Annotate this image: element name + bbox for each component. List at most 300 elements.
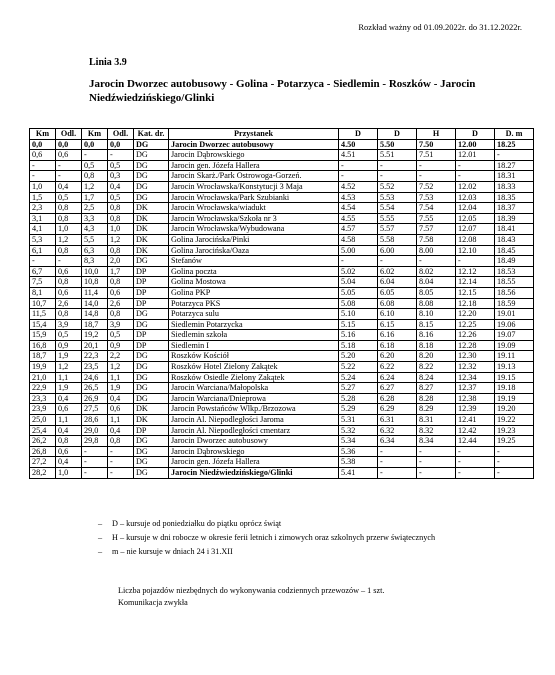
distance-cell: DK	[134, 415, 169, 426]
distance-cell: 29,0	[82, 425, 108, 436]
table-row	[30, 287, 534, 298]
distance-cell: -	[82, 468, 108, 479]
distance-cell: 1,7	[108, 266, 134, 277]
departure-time-cell: 19.15	[495, 372, 534, 383]
distance-cell: 23,3	[30, 393, 56, 404]
distance-cell: DG	[134, 457, 169, 468]
departure-time-cell: 12.37	[456, 383, 495, 394]
legend-item	[98, 517, 435, 531]
departure-time-cell: 8.00	[417, 245, 456, 256]
departure-time-cell: 5.27	[339, 383, 378, 394]
distance-cell: 0,4	[56, 181, 82, 192]
distance-cell: 1,0	[108, 224, 134, 235]
legend-item	[98, 545, 435, 559]
departure-time-cell: 19.18	[495, 383, 534, 394]
departure-time-cell: 8.05	[417, 287, 456, 298]
departure-time-cell: 12.42	[456, 425, 495, 436]
departure-time-cell: 18.27	[495, 160, 534, 171]
distance-cell: 0,6	[56, 287, 82, 298]
departure-time-cell: 18.31	[495, 171, 534, 182]
distance-cell: 18,7	[82, 319, 108, 330]
departure-time-cell: 18.25	[495, 139, 534, 150]
distance-cell: 1,1	[108, 372, 134, 383]
departure-time-cell: 12.44	[456, 436, 495, 447]
table-row	[30, 160, 534, 171]
distance-cell: 1,1	[56, 415, 82, 426]
departure-time-cell: -	[417, 256, 456, 267]
table-row	[30, 192, 534, 203]
distance-cell: DG	[134, 446, 169, 457]
distance-cell: 0,9	[108, 340, 134, 351]
table-row	[30, 330, 534, 341]
distance-cell: DP	[134, 330, 169, 341]
table-row	[30, 298, 534, 309]
distance-cell: -	[108, 468, 134, 479]
departure-time-cell: 19.23	[495, 425, 534, 436]
distance-cell: 0,6	[108, 404, 134, 415]
departure-time-cell: 6.28	[378, 393, 417, 404]
departure-time-cell: 12.14	[456, 277, 495, 288]
stop-name-cell: Jarocin gen. Józefa Hallera	[169, 160, 339, 171]
departure-time-cell: -	[417, 171, 456, 182]
departure-time-cell: 5.34	[339, 436, 378, 447]
distance-cell: 29,8	[82, 436, 108, 447]
departure-time-cell: -	[456, 256, 495, 267]
distance-cell: 3,9	[56, 319, 82, 330]
table-row	[30, 266, 534, 277]
stop-name-cell: Potarzyca sulu	[169, 309, 339, 320]
departure-time-cell: 5.50	[378, 139, 417, 150]
legend-bullet: –	[98, 519, 103, 528]
column-header: Kat. dr.	[134, 129, 169, 140]
departure-time-cell: 6.08	[378, 298, 417, 309]
departure-time-cell: 7.50	[417, 139, 456, 150]
departure-time-cell: 4.50	[339, 139, 378, 150]
departure-time-cell: 8.31	[417, 415, 456, 426]
stop-name-cell: Siedlemin Potarzycka	[169, 319, 339, 330]
departure-time-cell: 19.07	[495, 330, 534, 341]
departure-time-cell: 4.57	[339, 224, 378, 235]
distance-cell: 1,0	[30, 181, 56, 192]
distance-cell: 10,8	[82, 277, 108, 288]
departure-time-cell: 6.20	[378, 351, 417, 362]
departure-time-cell: 8.02	[417, 266, 456, 277]
departure-time-cell: 6.22	[378, 362, 417, 373]
distance-cell: 11,4	[82, 287, 108, 298]
departure-time-cell: -	[339, 171, 378, 182]
departure-time-cell: 6.02	[378, 266, 417, 277]
distance-cell: 0,6	[56, 446, 82, 457]
distance-cell: DG	[134, 192, 169, 203]
timetable	[29, 128, 534, 479]
distance-cell: 8,3	[82, 256, 108, 267]
distance-cell: DG	[134, 139, 169, 150]
departure-time-cell: 6.24	[378, 372, 417, 383]
legend-text: D – kursuje od poniedziałku do piątku oprócz świąt	[112, 519, 282, 528]
distance-cell: 27,2	[30, 457, 56, 468]
table-row	[30, 256, 534, 267]
legend-bullet: –	[98, 533, 103, 542]
distance-cell: 18,7	[30, 351, 56, 362]
distance-cell: 6,1	[30, 245, 56, 256]
validity-period: Rozkład ważny od 01.09.2022r. do 31.12.2022r.	[358, 22, 522, 32]
departure-time-cell: 8.32	[417, 425, 456, 436]
distance-cell: 28,6	[82, 415, 108, 426]
departure-time-cell: 8.28	[417, 393, 456, 404]
stop-name-cell: Jarocin Dąbrowskiego	[169, 446, 339, 457]
column-header: Km	[82, 129, 108, 140]
departure-time-cell: 12.07	[456, 224, 495, 235]
departure-time-cell: 8.29	[417, 404, 456, 415]
distance-cell: 2,3	[30, 203, 56, 214]
table-row	[30, 150, 534, 161]
distance-cell: 28,2	[30, 468, 56, 479]
departure-time-cell: 18.43	[495, 234, 534, 245]
departure-time-cell: 8.20	[417, 351, 456, 362]
departure-time-cell: 12.00	[456, 139, 495, 150]
distance-cell: 0,8	[56, 213, 82, 224]
departure-time-cell: 4.54	[339, 203, 378, 214]
distance-cell: 1,1	[108, 415, 134, 426]
distance-cell: 25,0	[30, 415, 56, 426]
departure-time-cell: 18.37	[495, 203, 534, 214]
departure-time-cell: 8.10	[417, 309, 456, 320]
table-row	[30, 213, 534, 224]
departure-time-cell: 8.24	[417, 372, 456, 383]
departure-time-cell: 8.18	[417, 340, 456, 351]
distance-cell: 27,5	[82, 404, 108, 415]
departure-time-cell: 5.16	[339, 330, 378, 341]
distance-cell: 5,5	[82, 234, 108, 245]
departure-time-cell: 6.27	[378, 383, 417, 394]
distance-cell: DP	[134, 287, 169, 298]
distance-cell: -	[56, 171, 82, 182]
departure-time-cell: -	[378, 457, 417, 468]
column-header: Przystanek	[169, 129, 339, 140]
distance-cell: 0,6	[56, 150, 82, 161]
table-row	[30, 245, 534, 256]
distance-cell: 23,9	[30, 404, 56, 415]
departure-time-cell: 18.45	[495, 245, 534, 256]
distance-cell: 16,8	[30, 340, 56, 351]
departure-time-cell: 7.58	[417, 234, 456, 245]
departure-time-cell: 7.55	[417, 213, 456, 224]
distance-cell: 7,5	[30, 277, 56, 288]
departure-time-cell: 5.20	[339, 351, 378, 362]
departure-time-cell: -	[456, 446, 495, 457]
departure-time-cell: 12.32	[456, 362, 495, 373]
distance-cell: 6,3	[82, 245, 108, 256]
notes	[118, 585, 384, 609]
stop-name-cell: Jarocin Dworzec autobusowy	[169, 436, 339, 447]
distance-cell: DG	[134, 351, 169, 362]
departure-time-cell: 19.01	[495, 309, 534, 320]
distance-cell: 26,2	[30, 436, 56, 447]
departure-time-cell: 5.36	[339, 446, 378, 457]
stop-name-cell: Golina Mostowa	[169, 277, 339, 288]
departure-time-cell: 12.10	[456, 245, 495, 256]
distance-cell: 10,7	[30, 298, 56, 309]
departure-time-cell: 12.01	[456, 150, 495, 161]
distance-cell: 0,5	[108, 192, 134, 203]
distance-cell: 0,0	[56, 139, 82, 150]
column-header: H	[417, 129, 456, 140]
stop-name-cell: Roszków Hotel Zielony Zakątek	[169, 362, 339, 373]
stop-name-cell: Jarocin Dworzec autobusowy	[169, 139, 339, 150]
departure-time-cell: 6.10	[378, 309, 417, 320]
distance-cell: 2,5	[82, 203, 108, 214]
legend-item	[98, 531, 435, 545]
table-row	[30, 468, 534, 479]
departure-time-cell: 5.57	[378, 224, 417, 235]
departure-time-cell: 5.52	[378, 181, 417, 192]
distance-cell: 15,9	[30, 330, 56, 341]
distance-cell: DP	[134, 277, 169, 288]
departure-time-cell: 12.03	[456, 192, 495, 203]
table-row	[30, 457, 534, 468]
distance-cell: DG	[134, 256, 169, 267]
table-row	[30, 404, 534, 415]
distance-cell: 0,5	[108, 330, 134, 341]
table-row	[30, 277, 534, 288]
stop-name-cell: Potarzyca PKS	[169, 298, 339, 309]
table-row	[30, 309, 534, 320]
distance-cell: 19,9	[30, 362, 56, 373]
stop-name-cell: Roszków Kościół	[169, 351, 339, 362]
distance-cell: 1,9	[56, 383, 82, 394]
departure-time-cell: 19.06	[495, 319, 534, 330]
distance-cell: 26,5	[82, 383, 108, 394]
departure-time-cell: 6.00	[378, 245, 417, 256]
departure-time-cell: 12.41	[456, 415, 495, 426]
departure-time-cell: 18.39	[495, 213, 534, 224]
departure-time-cell: 19.25	[495, 436, 534, 447]
stop-name-cell: Stefanów	[169, 256, 339, 267]
column-header: Km	[30, 129, 56, 140]
column-header: Odl.	[56, 129, 82, 140]
departure-time-cell: 5.00	[339, 245, 378, 256]
departure-time-cell: 12.38	[456, 393, 495, 404]
departure-time-cell: 8.34	[417, 436, 456, 447]
departure-time-cell: -	[378, 468, 417, 479]
departure-time-cell: 4.55	[339, 213, 378, 224]
departure-time-cell: 5.29	[339, 404, 378, 415]
distance-cell: 21,0	[30, 372, 56, 383]
departure-time-cell: 7.57	[417, 224, 456, 235]
departure-time-cell: -	[378, 171, 417, 182]
table-row	[30, 340, 534, 351]
distance-cell: 0,5	[56, 330, 82, 341]
distance-cell: 8,1	[30, 287, 56, 298]
distance-cell: DG	[134, 383, 169, 394]
distance-cell: DG	[134, 160, 169, 171]
departure-time-cell: -	[417, 468, 456, 479]
distance-cell: 1,2	[108, 234, 134, 245]
departure-time-cell: -	[378, 446, 417, 457]
departure-time-cell: 5.58	[378, 234, 417, 245]
table-row	[30, 171, 534, 182]
distance-cell: -	[82, 457, 108, 468]
stop-name-cell: Jarocin Dąbrowskiego	[169, 150, 339, 161]
departure-time-cell: -	[495, 468, 534, 479]
departure-time-cell: 12.39	[456, 404, 495, 415]
note-line: Liczba pojazdów niezbędnych do wykonywania codziennych przewozów – 1 szt.	[118, 586, 385, 595]
departure-time-cell: 4.58	[339, 234, 378, 245]
distance-cell: DG	[134, 372, 169, 383]
distance-cell: 1,5	[30, 192, 56, 203]
distance-cell: 1,2	[82, 181, 108, 192]
distance-cell: 11,5	[30, 309, 56, 320]
distance-cell: -	[30, 256, 56, 267]
departure-time-cell: 7.54	[417, 203, 456, 214]
departure-time-cell: 5.38	[339, 457, 378, 468]
distance-cell: 3,3	[82, 213, 108, 224]
departure-time-cell: 18.49	[495, 256, 534, 267]
distance-cell: 1,9	[56, 351, 82, 362]
distance-cell: 0,4	[108, 393, 134, 404]
table-row	[30, 393, 534, 404]
distance-cell: 0,8	[108, 309, 134, 320]
stop-name-cell: Jarocin Warciana/Dnieprowa	[169, 393, 339, 404]
departure-time-cell: -	[378, 160, 417, 171]
distance-cell: -	[108, 457, 134, 468]
distance-cell: DG	[134, 171, 169, 182]
departure-time-cell: 18.56	[495, 287, 534, 298]
departure-time-cell: -	[456, 468, 495, 479]
distance-cell: DP	[134, 266, 169, 277]
distance-cell: 0,8	[108, 245, 134, 256]
table-row	[30, 181, 534, 192]
departure-time-cell: 5.24	[339, 372, 378, 383]
distance-cell: DK	[134, 245, 169, 256]
distance-cell: 0,8	[56, 245, 82, 256]
distance-cell: 0,8	[108, 277, 134, 288]
column-header: D	[339, 129, 378, 140]
departure-time-cell: 8.16	[417, 330, 456, 341]
departure-time-cell: 5.41	[339, 468, 378, 479]
table-row	[30, 203, 534, 214]
distance-cell: 10,0	[82, 266, 108, 277]
table-row	[30, 351, 534, 362]
departure-time-cell: -	[456, 171, 495, 182]
distance-cell: 0,5	[108, 160, 134, 171]
stop-name-cell: Jarocin Al. Niepodległości cmentarz	[169, 425, 339, 436]
column-header: Odl.	[108, 129, 134, 140]
distance-cell: DK	[134, 404, 169, 415]
departure-time-cell: 4.51	[339, 150, 378, 161]
table-row	[30, 224, 534, 235]
distance-cell: DK	[134, 224, 169, 235]
distance-cell: DK	[134, 234, 169, 245]
table-row	[30, 446, 534, 457]
distance-cell: DG	[134, 362, 169, 373]
distance-cell: 0,4	[108, 425, 134, 436]
distance-cell: -	[82, 150, 108, 161]
distance-cell: 14,0	[82, 298, 108, 309]
departure-time-cell: -	[417, 457, 456, 468]
departure-time-cell: 5.22	[339, 362, 378, 373]
distance-cell: 25,4	[30, 425, 56, 436]
table-row	[30, 234, 534, 245]
stop-name-cell: Jarocin Powstańców Wlkp./Brzozowa	[169, 404, 339, 415]
departure-time-cell: -	[417, 446, 456, 457]
distance-cell: 3,1	[30, 213, 56, 224]
stop-name-cell: Jarocin Wrocławska/Park Szubianki	[169, 192, 339, 203]
distance-cell: 0,6	[30, 150, 56, 161]
distance-cell: 0,6	[56, 266, 82, 277]
departure-time-cell: 8.04	[417, 277, 456, 288]
departure-time-cell: 6.29	[378, 404, 417, 415]
legend-text: H – kursuje w dni robocze w okresie ferii letnich i zimowych oraz szkolnych przerw świątecznych	[112, 533, 436, 542]
line-title: Linia 3.9	[89, 57, 127, 68]
distance-cell: DG	[134, 436, 169, 447]
distance-cell: 0,0	[108, 139, 134, 150]
distance-cell: 0,3	[108, 171, 134, 182]
departure-time-cell: 8.08	[417, 298, 456, 309]
departure-time-cell: 5.32	[339, 425, 378, 436]
departure-time-cell: 18.53	[495, 266, 534, 277]
distance-cell: -	[108, 446, 134, 457]
departure-time-cell: 12.30	[456, 351, 495, 362]
departure-time-cell: 18.59	[495, 298, 534, 309]
departure-time-cell: 8.27	[417, 383, 456, 394]
distance-cell: 0,8	[108, 213, 134, 224]
departure-time-cell: 5.18	[339, 340, 378, 351]
table-row	[30, 415, 534, 426]
departure-time-cell: 5.55	[378, 213, 417, 224]
departure-time-cell: 19.13	[495, 362, 534, 373]
distance-cell: 5,3	[30, 234, 56, 245]
table-row	[30, 139, 534, 150]
distance-cell: 0,6	[108, 287, 134, 298]
stop-name-cell: Jarocin Wrocławska/Szkoła nr 3	[169, 213, 339, 224]
column-header: D. m	[495, 129, 534, 140]
stop-name-cell: Jarocin Skarż./Park Ostrowoga-Gorzeń.	[169, 171, 339, 182]
departure-time-cell: 18.55	[495, 277, 534, 288]
departure-time-cell: 6.15	[378, 319, 417, 330]
distance-cell: 0,8	[108, 203, 134, 214]
distance-cell: 1,7	[82, 192, 108, 203]
departure-time-cell: 6.18	[378, 340, 417, 351]
legend-bullet: –	[98, 547, 103, 556]
distance-cell: -	[30, 160, 56, 171]
distance-cell: 0,0	[82, 139, 108, 150]
distance-cell: DG	[134, 319, 169, 330]
distance-cell: 26,9	[82, 393, 108, 404]
distance-cell: 0,8	[56, 203, 82, 214]
stop-name-cell: Jarocin Warciana/Małopolska	[169, 383, 339, 394]
distance-cell: 0,5	[82, 160, 108, 171]
distance-cell: 0,4	[56, 425, 82, 436]
distance-cell: 0,8	[56, 436, 82, 447]
distance-cell: 0,4	[108, 181, 134, 192]
stop-name-cell: Jarocin gen. Józefa Hallera	[169, 457, 339, 468]
distance-cell: 14,8	[82, 309, 108, 320]
column-header: D	[456, 129, 495, 140]
distance-cell: 4,3	[82, 224, 108, 235]
departure-time-cell: 8.15	[417, 319, 456, 330]
departure-time-cell: 12.08	[456, 234, 495, 245]
distance-cell: 0,4	[56, 457, 82, 468]
distance-cell: -	[108, 150, 134, 161]
departure-time-cell: -	[495, 150, 534, 161]
departure-time-cell: 5.31	[339, 415, 378, 426]
departure-time-cell: 12.05	[456, 213, 495, 224]
departure-time-cell: 6.31	[378, 415, 417, 426]
departure-time-cell: 6.32	[378, 425, 417, 436]
departure-time-cell: 19.11	[495, 351, 534, 362]
stop-name-cell: Golina Jarocińska/Pinki	[169, 234, 339, 245]
